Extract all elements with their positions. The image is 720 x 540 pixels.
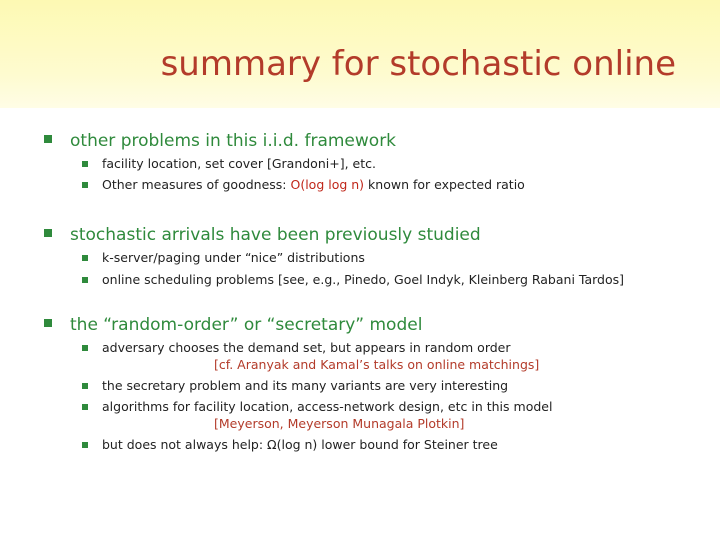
- section-heading-1: [44, 131, 397, 151]
- square-bullet-icon: [82, 442, 88, 448]
- list-item-text: k-server/paging under “nice” distributions: [102, 250, 365, 265]
- section-heading-text: the “random-order” or “secretary” model: [70, 315, 423, 335]
- list-item: [82, 156, 376, 171]
- citation-text: [Meyerson, Meyerson Munagala Plotkin]: [214, 416, 465, 431]
- section-heading-text: stochastic arrivals have been previously studied: [70, 225, 481, 245]
- citation-text: [cf. Aranyak and Kamal’s talks on online matchings]: [214, 357, 540, 372]
- list-item: [82, 177, 525, 192]
- square-bullet-icon: [44, 319, 52, 327]
- square-bullet-icon: [82, 345, 88, 351]
- square-bullet-icon: [82, 182, 88, 188]
- list-item-text: algorithms for facility location, access-network design, etc in this model: [102, 399, 553, 414]
- square-bullet-icon: [82, 255, 88, 261]
- list-item-text: adversary chooses the demand set, but appears in random order: [102, 340, 511, 355]
- section-heading-text: other problems in this i.i.d. framework: [70, 131, 397, 151]
- list-item-text: facility location, set cover [Grandoni+], etc.: [102, 156, 376, 171]
- list-item: [82, 399, 553, 414]
- square-bullet-icon: [44, 229, 52, 237]
- list-item: [82, 378, 509, 393]
- list-item-text: [102, 177, 525, 192]
- list-item: [82, 340, 511, 355]
- square-bullet-icon: [44, 135, 52, 143]
- list-item-text: the secretary problem and its many variants are very interesting: [102, 378, 509, 393]
- square-bullet-icon: [82, 404, 88, 410]
- section-heading-3: [44, 315, 423, 335]
- list-item: [82, 250, 365, 265]
- list-item-text: online scheduling problems [see, e.g., Pinedo, Goel Indyk, Kleinberg Rabani Tardos]: [102, 272, 625, 287]
- list-item-text: but does not always help: Ω(log n) lower bound for Steiner tree: [102, 437, 498, 452]
- list-item-text-pre: Other measures of goodness:: [102, 177, 291, 192]
- square-bullet-icon: [82, 277, 88, 283]
- list-item: [82, 272, 625, 287]
- highlight-text: O(log log n): [290, 177, 365, 192]
- list-item-text-post: known for expected ratio: [364, 177, 525, 192]
- list-item: [82, 437, 498, 452]
- slide-title: summary for stochastic online: [160, 44, 676, 84]
- square-bullet-icon: [82, 161, 88, 167]
- section-heading-2: [44, 225, 481, 245]
- square-bullet-icon: [82, 383, 88, 389]
